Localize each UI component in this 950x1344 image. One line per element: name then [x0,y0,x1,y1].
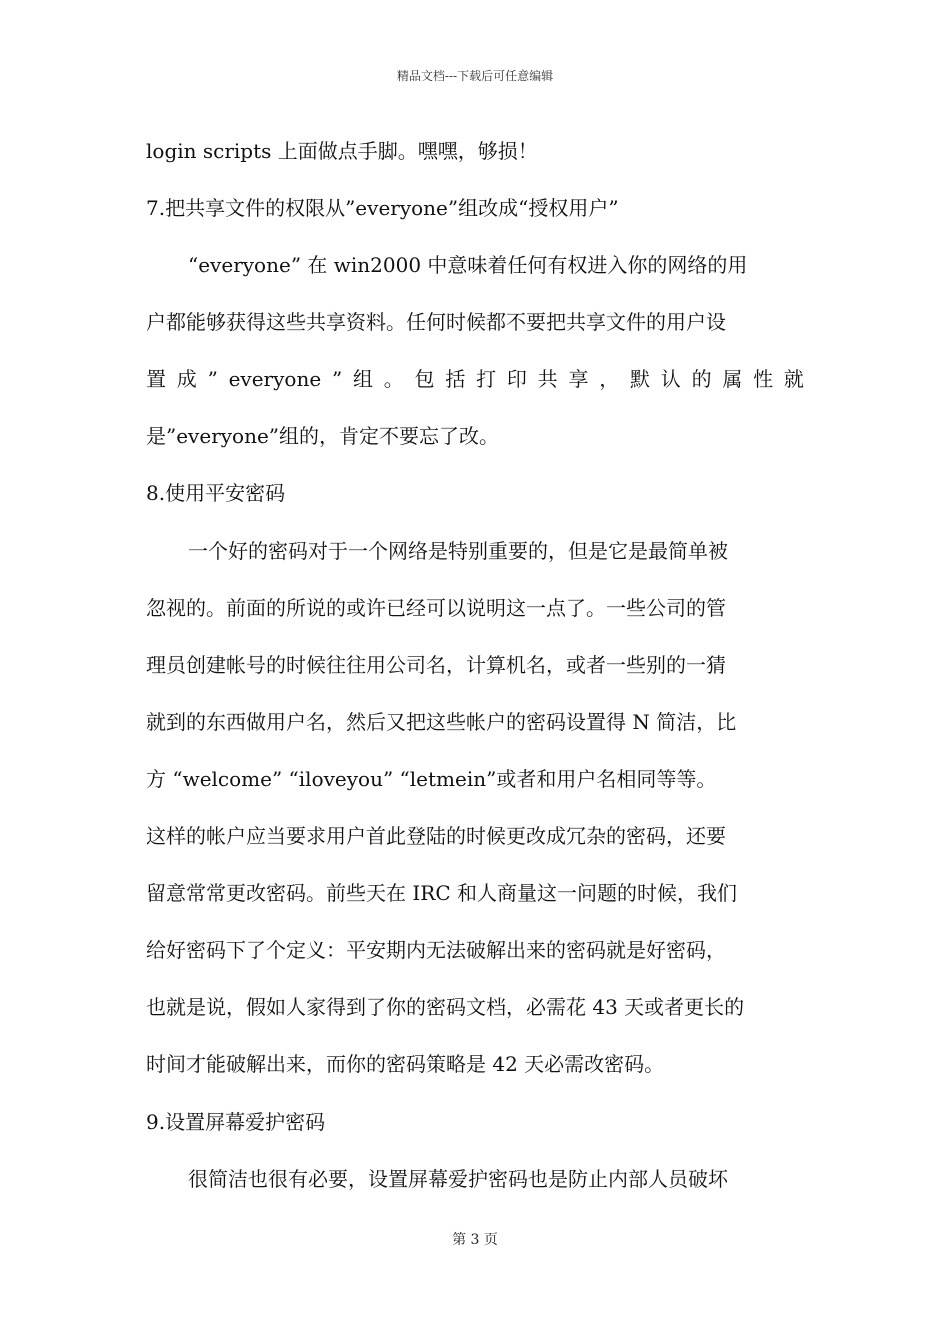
body-line: 就到的东西做用户名，然后又把这些帐户的密码设置得 N 简洁，比 [146,710,737,734]
justified-char: 。 [383,367,404,391]
justified-char: 认 [660,367,681,391]
justified-char: ” [331,367,343,391]
body-line: 也就是说，假如人家得到了你的密码文档，必需花 43 天或者更长的 [146,995,745,1019]
paragraph-first-line: “everyone” 在 win2000 中意味着任何有权进入你的网络的用 [188,253,748,277]
justified-char: 打 [476,367,497,391]
section-heading-8: 8.使用平安密码 [146,481,286,505]
body-line: 是”everyone”组的，肯定不要忘了改。 [146,424,500,448]
justified-char: 共 [537,367,558,391]
justified-char: 括 [445,367,466,391]
body-line: 方 “welcome” “iloveyou” “letmein”或者和用户名相同等等。 [146,767,717,791]
justified-char: ， [599,367,620,391]
justified-char: 默 [630,367,650,391]
paragraph-first-line: 很简洁也很有必要，设置屏幕爱护密码也是防止内部人员破坏 [188,1167,728,1191]
justified-char: ” [207,367,218,391]
justified-char: 组 [352,367,373,391]
justified-char: 的 [691,367,712,391]
section-heading-9: 9.设置屏幕爱护密码 [146,1110,326,1134]
body-line: 忽视的。前面的所说的或许已经可以说明这一点了。一些公司的管 [146,596,726,620]
justified-char: 就 [783,367,804,391]
justified-char: 成 [176,367,197,391]
justified-char: 包 [414,367,435,391]
justified-char: 置 [146,367,166,391]
paragraph-first-line: 一个好的密码对于一个网络是特别重要的，但是它是最简单被 [188,539,728,563]
justified-char: 享 [568,367,589,391]
justified-char: 属 [722,367,743,391]
justified-line [146,365,804,393]
page-number: 第 3 页 [452,1232,498,1248]
body-line: 理员创建帐号的时候往往用公司名，计算机名，或者一些别的一猜 [146,653,726,677]
justified-char: 性 [753,367,774,391]
justified-word: everyone [228,367,322,391]
section-heading-7: 7.把共享文件的权限从”everyone”组改成“授权用户” [146,196,619,220]
body-line: 户都能够获得这些共享资料。任何时候都不要把共享文件的用户设 [146,310,726,334]
justified-char: 印 [506,367,527,391]
page-header: 精品文档---下载后可任意编辑 [396,69,554,83]
body-line: 给好密码下了个定义：平安期内无法破解出来的密码就是好密码， [146,938,726,962]
body-line: 留意常常更改密码。前些天在 IRC 和人商量这一问题的时候，我们 [146,881,737,905]
body-line: 时间才能破解出来，而你的密码策略是 42 天必需改密码。 [146,1052,665,1076]
body-line: 这样的帐户应当要求用户首此登陆的时候更改成冗杂的密码，还要 [146,824,726,848]
body-line: login scripts 上面做点手脚。嘿嘿，够损！ [146,139,538,163]
